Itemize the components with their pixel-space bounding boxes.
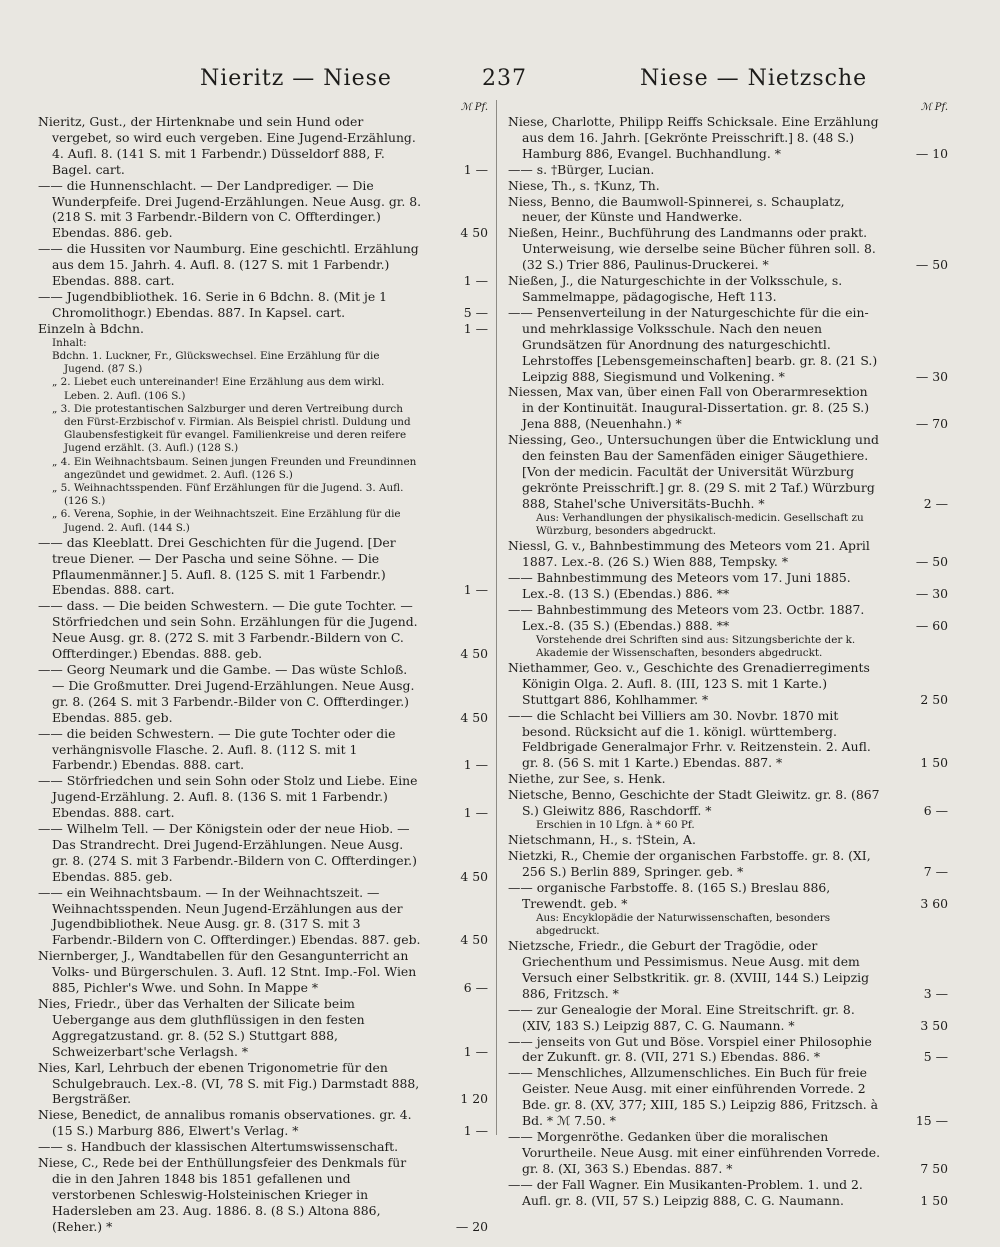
catalog-entry [508,273,948,305]
entry-text: —— Menschliches, Allzumenschliches. Ein Buch für freie Geister. Neue Ausg. mit einer einführenden Vorrede. 2 Bde. gr. 8. (XV, 377; XIII, 185 S.) Leipzig 886, Fritzsch. à Bd. * ℳ 7.50. * [508,1065,879,1129]
left-entry-list [38,114,488,1235]
catalog-entry [38,178,488,242]
entry-text: —— Georg Neumark und die Gambe. — Das wüste Schloß. — Die Großmutter. Drei Jugend-Erzählungen. Neue Ausg. gr. 8. (264 S. mit 3 Farbendr.-Bilder von C. Offterdinger.) Ebendas. 885. geb. [38,661,415,725]
entry-price: 1 — [463,273,488,289]
entry-text: Niethammer, Geo. v., Geschichte des Grenadierregiments Königin Olga. 2. Aufl. 8. (III, 123 S. mit 1 Karte.) Stuttgart 886, Kohlhammer. * [508,659,870,707]
entry-text: Niethe, zur See, s. Henk. [508,771,666,787]
entry-text: Erschien in 10 Lfgn. à * 60 Pf. [536,818,695,831]
catalog-entry [508,178,948,194]
entry-price: 7 — [923,863,948,879]
entry-text: —— dass. — Die beiden Schwestern. — Die gute Tochter. — Störfriedchen und sein Sohn. Erzählungen für die Jugend. Neue Ausg. gr. 8. (272 S. mit 3 Farbendr.-Bildern von C. Offterdinger.) Ebendas. 888. geb. [38,598,418,662]
entry-price: — 50 [915,257,948,273]
entry-text: Aus: Encyklopädie der Naturwissenschaften, besonders abgedruckt. [536,911,831,937]
entry-text: Inhalt: [52,336,87,349]
entry-text: Einzeln à Bdchn. [38,320,144,336]
running-head-left: Nieritz — Niese [200,66,392,91]
entry-text: —— die beiden Schwestern. — Die gute Tochter oder die verhängnisvolle Flasche. 2. Aufl. 8. (112 S. mit 1 Farbendr.) Ebendas. 888. cart. [38,725,396,773]
entry-price: 1 — [463,161,488,177]
catalog-entry [508,225,948,273]
entry-text: Niess, Benno, die Baumwoll-Spinnerei, s. Schauplatz, neuer, der Künste und Handwerke. [508,193,845,225]
catalog-entry [38,598,488,662]
catalog-entry [508,1129,948,1177]
catalog-entry [508,114,948,162]
catalog-entry [508,938,948,1002]
catalog-entry [38,482,488,508]
entry-text: Vorstehende drei Schriften sind aus: Sitzungsberichte der k. Akademie der Wissenschaften, besonders abgedruckt. [536,633,856,659]
running-head-right: Niese — Nietzsche [640,66,868,91]
catalog-entry [508,1177,948,1209]
catalog-entry [38,337,488,350]
entry-price: 1 — [463,805,488,821]
catalog-entry [38,289,488,321]
catalog-entry [38,241,488,289]
entry-text: Niessen, Max van, über einen Fall von Oberarmresektion in der Kontinuität. Inaugural-Dissertation. gr. 8. (25 S.) Jena 888, (Neuenhahn.) * [508,384,870,432]
catalog-entry [508,1065,948,1129]
entry-text: „ 6. Verena, Sophie, in der Weihnachtszeit. Eine Erzählung für die Jugend. 2. Aufl. (144 S.) [52,508,401,534]
entry-text: —— s. †Bürger, Lucian. [508,161,655,177]
entry-text: Niese, C., Rede bei der Enthüllungsfeier des Denkmals für die in den Jahren 1848 bis 1851 gefallenen und verstorbenen Schleswig-Holsteinischen Krieger in Hadersleben am 23. Aug. 1886. 8. (8 S.) Altona 886, (Reher.) * [38,1155,407,1234]
left-column [38,100,488,1235]
entry-text: —— zur Genealogie der Moral. Eine Streitschrift. gr. 8. (XIV, 183 S.) Leipzig 887, C. G. Naumann. * [508,1001,855,1033]
column-divider [496,100,497,1135]
entry-text: Aus: Verhandlungen der physikalisch-medicin. Gesellschaft zu Würzburg, besonders abgedruckt. [536,511,864,537]
entry-price: 1 — [463,1123,488,1139]
entry-price: — 70 [915,416,948,432]
catalog-entry [508,194,948,226]
entry-price: — 30 [915,585,948,601]
catalog-entry [508,708,948,772]
entry-price: 1 50 [920,1192,948,1208]
entry-price: 15 — [915,1113,948,1129]
page-number: 237 [482,66,527,91]
entry-text: Niernberger, J., Wandtabellen für den Gesangunterricht an Volks- und Bürgerschulen. 3. Aufl. 12 Stnt. Imp.-Fol. Wien 885, Pichler's Wwe. und Sohn. In Mappe * [38,948,417,996]
catalog-entry [508,787,948,819]
entry-text: —— die Hussiten vor Naumburg. Eine geschichtl. Erzählung aus dem 15. Jahrh. 4. Aufl. 8. (127 S. mit 1 Farbendr.) Ebendas. 888. cart. [38,241,419,289]
catalog-entry [38,535,488,599]
catalog-entry [38,773,488,821]
entry-text: —— organische Farbstoffe. 8. (165 S.) Breslau 886, Trewendt. geb. * [508,879,831,911]
entry-text: Niessing, Geo., Untersuchungen über die Entwicklung und den feinsten Bau der Samenfäden einiger Säugethiere. [Von der medicin. Facultät der Universität Würzburg gekrönte Preisschrift.] gr. 8. (29 S. mit 2 Taf.) Würzburg 888, Stahel'sche Universitäts-Buchh. * [508,432,879,511]
catalog-entry [508,602,948,634]
entry-price: 4 50 [460,646,488,662]
entry-text: „ 4. Ein Weihnachtsbaum. Seinen jungen Freunden und Freundinnen angezündet und gewidmet. 2. Aufl. (126 S.) [52,455,417,481]
entry-price: 6 — [463,980,488,996]
entry-text: Nießen, J., die Naturgeschichte in der Volksschule, s. Sammelmappe, pädagogische, Heft 113. [508,273,843,304]
entry-price: 1 50 [920,755,948,771]
entry-text: „ 5. Weihnachtsspenden. Fünf Erzählungen für die Jugend. 3. Aufl. (126 S.) [52,481,404,508]
entry-text: Nies, Karl, Lehrbuch der ebenen Trigonometrie für den Schulgebrauch. Lex.-8. (VI, 78 S. mit Fig.) Darmstadt 888, Bergsträßer. [38,1059,420,1107]
catalog-entry [38,403,488,456]
entry-text: Niessl, G. v., Bahnbestimmung des Meteors vom 21. April 1887. Lex.-8. (26 S.) Wien 888, Tempsky. * [508,538,870,569]
entry-text: Niese, Benedict, de annalibus romanis observationes. gr. 4. (15 S.) Marburg 886, Elwert's Verlag. * [38,1107,412,1139]
entry-price: 3 60 [920,895,948,911]
entry-price: 4 50 [460,225,488,241]
entry-price: 3 — [923,985,948,1001]
right-entry-list [508,114,948,1209]
catalog-entry [38,1107,488,1139]
catalog-entry [508,880,948,912]
entry-text: Niese, Th., s. †Kunz, Th. [508,177,660,193]
entry-price: 5 — [923,1049,948,1065]
entry-text: —— die Hunnenschlacht. — Der Landprediger. — Die Wunderpfeife. Drei Jugend-Erzählungen. Neue Ausg. gr. 8. (218 S. mit 3 Farbendr.-Bildern von C. Offterdinger.) Ebendas. 886. geb. [38,177,422,241]
catalog-entry [38,456,488,482]
entry-price: 3 50 [920,1017,948,1033]
entry-price: 1 — [463,320,488,336]
catalog-entry [508,432,948,512]
catalog-entry [38,662,488,726]
entry-price: 1 — [463,757,488,773]
catalog-entry [508,570,948,602]
catalog-entry [508,660,948,708]
entry-price: 4 50 [460,709,488,725]
entry-text: —— das Kleeblatt. Drei Geschichten für die Jugend. [Der treue Diener. — Der Pascha und seine Söhne. — Die Pflaumenmänner.] 5. Aufl. 8. (125 S. mit 1 Farbendr.) Ebendas. 888. cart. [38,534,396,598]
catalog-entry [508,1002,948,1034]
entry-text: —— Pensenverteilung in der Naturgeschichte für die ein- und mehrklassige Volksschule. Nach den neuen Grundsätzen für Anordnung des naturgeschichtl. Lehrstoffes [Lebensgemeinschaften] bearb. gr. 8. (21 S.) Leipzig 888, Siegismund und Volkening. * [508,304,878,384]
entry-price: 1 — [463,582,488,598]
catalog-entry [508,634,948,660]
entry-text: —— ein Weihnachtsbaum. — In der Weihnachtszeit. — Weihnachtsspenden. Neun Jugend-Erzählungen aus der Jugendbibliothek. Neue Ausg. gr. 8. (317 S. mit 3 Farbendr.-Bildern von C. Offterdinger.) Ebendas. 887. geb. [38,884,421,948]
entry-text: —— jenseits von Gut und Böse. Vorspiel einer Philosophie der Zukunft. gr. 8. (VII, 271 S.) Ebendas. 886. * [508,1033,872,1065]
catalog-entry [38,376,488,402]
catalog-entry [38,948,488,996]
entry-text: „ 3. Die protestantischen Salzburger und deren Vertreibung durch den Fürst-Erzbischof v. Firmian. Als Beispiel christl. Duldung und Glaubensfestigkeit für evangel. Familienkreise und deren reifere Jugend erzählt. (3. Aufl.) (128 S.) [52,402,411,455]
catalog-entry [38,726,488,774]
entry-text: —— s. Handbuch der klassischen Altertumswissenschaft. [38,1139,399,1155]
entry-price: — 10 [915,145,948,161]
catalog-entry [38,350,488,376]
catalog-entry [508,832,948,848]
entry-text: Nietsche, Benno, Geschichte der Stadt Gleiwitz. gr. 8. (867 S.) Gleiwitz 886, Raschdorff. * [508,787,880,819]
entry-text: —— die Schlacht bei Villiers am 30. Novbr. 1870 mit besond. Rücksicht auf die 1. königl. württemberg. Feldbrigade Generalmajor Frhr. v. Reitzenstein. 2. Aufl. gr. 8. (56 S. mit 1 Karte.) Ebendas. 887. * [508,707,871,771]
entry-price: 6 — [923,803,948,819]
price-column-header-left: ℳ Pf. [460,102,488,113]
catalog-entry [508,162,948,178]
entry-price: — 60 [915,617,948,633]
entry-price: 5 — [463,304,488,320]
entry-price: 4 50 [460,932,488,948]
entry-price: — 20 [455,1218,488,1234]
entry-text: „ 2. Liebet euch untereinander! Eine Erzählung aus dem wirkl. Leben. 2. Aufl. (106 S.) [52,376,385,402]
catalog-entry [508,305,948,385]
entry-price: — 30 [915,368,948,384]
catalog-entry [508,819,948,832]
catalog-entry [508,848,948,880]
entry-price: — 50 [915,553,948,569]
entry-price: 2 — [923,495,948,511]
catalog-entry [38,321,488,337]
entry-text: —— Störfriedchen und sein Sohn oder Stolz und Liebe. Eine Jugend-Erzählung. 2. Aufl. 8. (136 S. mit 1 Farbendr.) Ebendas. 888. cart. [38,773,418,821]
entry-price: 2 50 [920,691,948,707]
price-column-header-right: ℳ Pf. [920,102,948,113]
catalog-entry [38,885,488,949]
entry-text: —— Wilhelm Tell. — Der Königstein oder der neue Hiob. — Das Strandrecht. Drei Jugend-Erzählungen. Neue Ausg. gr. 8. (274 S. mit 3 Farbendr.-Bildern von C. Offterdinger.) Ebendas. 885. geb. [38,821,417,884]
catalog-entry [38,1060,488,1108]
entry-text: —— Jugendbibliothek. 16. Serie in 6 Bdchn. 8. (Mit je 1 Chromolithogr.) Ebendas. 887. In Kapsel. cart. [38,288,388,320]
entry-text: Nietschmann, H., s. †Stein, A. [508,832,696,848]
catalog-entry [38,1155,488,1235]
catalog-entry [38,508,488,534]
entry-text: —— Morgenröthe. Gedanken über die moralischen Vorurtheile. Neue Ausg. mit einer einführenden Vorrede. gr. 8. (XI, 363 S.) Ebendas. 887. * [508,1128,881,1176]
catalog-entry [38,821,488,885]
entry-price: 7 50 [920,1160,948,1176]
entry-text: —— Bahnbestimmung des Meteors vom 17. Juni 1885. Lex.-8. (13 S.) (Ebendas.) 886. ** [508,569,851,601]
entry-text: Nietzsche, Friedr., die Geburt der Tragödie, oder Griechenthum und Pessimismus. Neue Ausg. mit dem Versuch einer Selbstkritik. gr. 8. (XVIII, 144 S.) Leipzig 886, Fritzsch. * [508,938,870,1001]
entry-text: Nies, Friedr., über das Verhalten der Silicate beim Uebergange aus dem gluthflüssigen in den festen Aggregatzustand. gr. 8. (52 S.) Stuttgart 888, Schweizerbart'sche Verlagsh. * [38,996,365,1059]
catalog-entry [38,996,488,1060]
catalog-entry [508,538,948,570]
entry-text: Nieritz, Gust., der Hirtenknabe und sein Hund oder vergebet, so wird euch vergeben. Eine Jugend-Erzählung. 4. Aufl. 8. (141 S. mit 1 Farbendr.) Düsseldorf 888, F. Bagel. cart. [38,114,416,177]
catalog-entry [508,771,948,787]
entry-price: 4 50 [460,868,488,884]
entry-price: 1 20 [460,1091,488,1107]
entry-text: Niese, Charlotte, Philipp Reiffs Schicksale. Eine Erzählung aus dem 16. Jahrh. [Gekrönte Preisschrift.] 8. (48 S.) Hamburg 886, Evangel. Buchhandlung. * [508,114,879,161]
catalog-entry [508,512,948,538]
entry-price: 1 — [463,1043,488,1059]
catalog-entry [508,912,948,938]
entry-text: —— Bahnbestimmung des Meteors vom 23. Octbr. 1887. Lex.-8. (35 S.) (Ebendas.) 888. ** [508,601,865,633]
entry-text: Nietzki, R., Chemie der organischen Farbstoffe. gr. 8. (XI, 256 S.) Berlin 889, Springer. geb. * [508,848,871,879]
entry-text: —— der Fall Wagner. Ein Musikanten-Problem. 1. und 2. Aufl. gr. 8. (VII, 57 S.) Leipzig 888, C. G. Naumann. [508,1176,863,1208]
entry-text: Bdchn. 1. Luckner, Fr., Glückswechsel. Eine Erzählung für die Jugend. (87 S.) [52,349,380,376]
catalog-entry [38,114,488,178]
catalog-entry [508,384,948,432]
entry-text: Nießen, Heinr., Buchführung des Landmanns oder prakt. Unterweisung, wie derselbe seine Bücher führen soll. 8. (32 S.) Trier 886, Paulinus-Druckerei. * [508,225,876,273]
catalog-entry [508,1034,948,1066]
catalog-entry [38,1139,488,1155]
right-column [508,100,948,1209]
